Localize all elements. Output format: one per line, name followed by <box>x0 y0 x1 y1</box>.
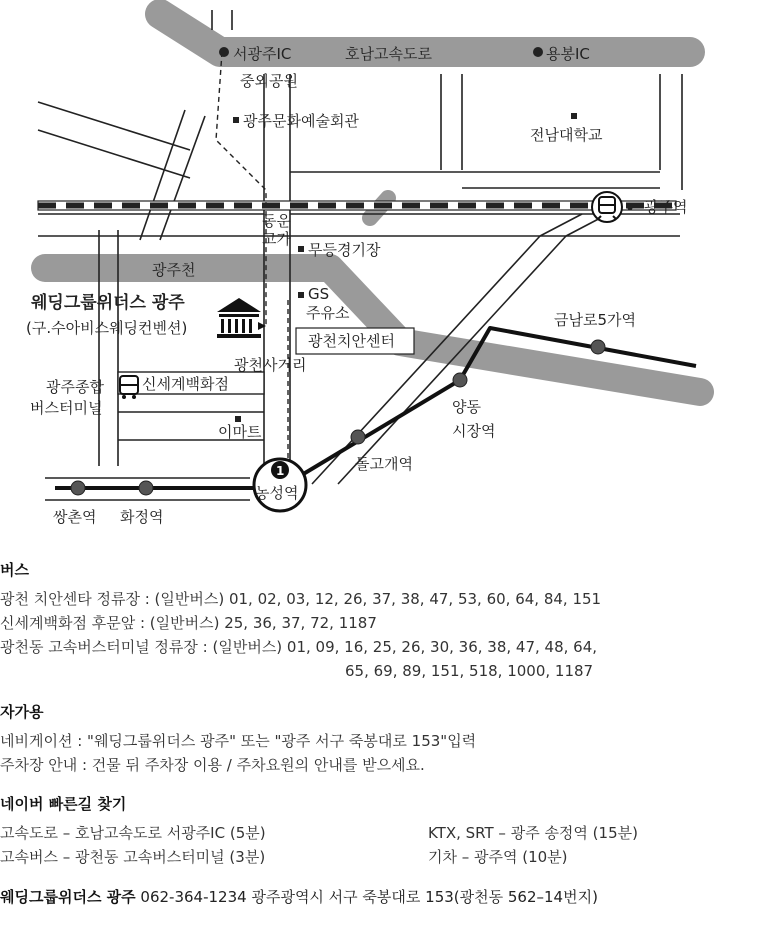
bus-line-2: 신세계백화점 후문앞 : (일반버스) 25, 36, 37, 72, 1187 <box>0 614 377 632</box>
ktx-arrow-dot <box>627 204 633 210</box>
label-ktx-station: 광주역 <box>644 198 688 216</box>
label-stadium: 무등경기장 <box>308 241 381 259</box>
label-venue-name: 웨딩그룹위더스 광주 <box>31 293 185 313</box>
naver-train: 기차 – 광주역 (10분) <box>428 848 568 866</box>
naver-section <box>0 793 778 869</box>
naver-title: 네이버 빠른길 찾기 <box>0 795 127 813</box>
label-gas-2: 주유소 <box>306 304 350 322</box>
hwajeong-station <box>139 481 153 495</box>
label-dolgogae: 돌고개역 <box>355 455 413 473</box>
label-nongseong: 농성역 <box>255 484 299 502</box>
label-ssangchon: 쌍촌역 <box>53 508 97 526</box>
subway-line-1 <box>55 328 696 511</box>
geumnamro-station <box>591 340 605 354</box>
label-overpass-2: 고가 <box>262 230 291 248</box>
bus-section <box>0 559 601 683</box>
label-seogwangju-ic: 서광주IC <box>233 45 292 63</box>
seogwangju-ic-dot <box>219 47 229 57</box>
naver-row-2 <box>0 845 778 869</box>
label-gas-1: GS <box>308 285 330 303</box>
label-gwangcheon-center: 광천치안센터 <box>308 332 395 350</box>
naver-express-bus: 고속버스 – 광천동 고속버스터미널 (3분) <box>0 848 266 866</box>
label-line-number: 1 <box>276 464 285 478</box>
bus-icon <box>120 376 138 399</box>
label-arts-center: 광주문화예술회관 <box>243 112 359 130</box>
label-yangdong-2: 시장역 <box>452 422 496 440</box>
footer-name: 웨딩그룹위더스 광주 <box>0 888 136 906</box>
bus-line-1: 광천 치안센타 정류장 : (일반버스) 01, 02, 03, 12, 26, 37, 38, 47, 53, 60, 64, 84, 151 <box>0 590 602 608</box>
railway <box>38 201 676 210</box>
label-university: 전남대학교 <box>530 126 603 144</box>
car-parking: 주차장 안내 : 건물 뒤 주차장 이용 / 주차요원의 안내를 받으세요. <box>0 756 425 774</box>
venue-building-icon <box>217 298 261 338</box>
car-section <box>0 701 476 777</box>
footer-address: 광주광역시 서구 죽봉대로 153(광천동 562–14번지) <box>251 888 598 906</box>
label-intersection: 광천사거리 <box>234 356 307 374</box>
bus-line-3-continuation: 65, 69, 89, 151, 518, 1000, 1187 <box>345 662 594 680</box>
label-park: 중외공원 <box>240 72 298 90</box>
label-stream: 광주천 <box>152 261 196 279</box>
label-emart: 이마트 <box>218 423 262 441</box>
footer-contact <box>0 885 598 909</box>
label-dept-store: 신세계백화점 <box>142 375 229 393</box>
label-terminal-2: 버스터미널 <box>30 399 103 417</box>
train-station-icon <box>592 192 622 222</box>
naver-ktx: KTX, SRT – 광주 송정역 (15분) <box>428 824 638 842</box>
car-title: 자가용 <box>0 703 44 721</box>
label-expressway: 호남고속도로 <box>345 45 432 63</box>
label-yangdong-1: 양동 <box>452 398 481 416</box>
route-dashed <box>216 52 266 326</box>
label-geumnamro: 금남로5가역 <box>554 311 636 329</box>
naver-expressway: 고속도로 – 호남고속도로 서광주IC (5분) <box>0 824 266 842</box>
label-hwajeong: 화정역 <box>120 508 164 526</box>
yongbong-ic-dot <box>533 47 543 57</box>
label-terminal-1: 광주종합 <box>46 378 104 396</box>
label-venue-former: (구.수아비스웨딩컨벤션) <box>26 319 188 337</box>
bus-line-3: 광천동 고속버스터미널 정류장 : (일반버스) 01, 09, 16, 25, 26, 30, 36, 38, 47, 48, 64, <box>0 638 598 656</box>
yangdong-station <box>453 373 467 387</box>
label-overpass-1: 동운 <box>262 212 291 230</box>
naver-row-1 <box>0 821 778 845</box>
bus-title: 버스 <box>0 561 29 579</box>
car-navigation: 네비게이션 : "웨딩그룹위더스 광주" 또는 "광주 서구 죽봉대로 153"입력 <box>0 732 477 750</box>
ssangchon-station <box>71 481 85 495</box>
footer-phone: 062-364-1234 <box>140 888 247 906</box>
dolgogae-station <box>351 430 365 444</box>
label-yongbong-ic: 용봉IC <box>546 45 590 63</box>
